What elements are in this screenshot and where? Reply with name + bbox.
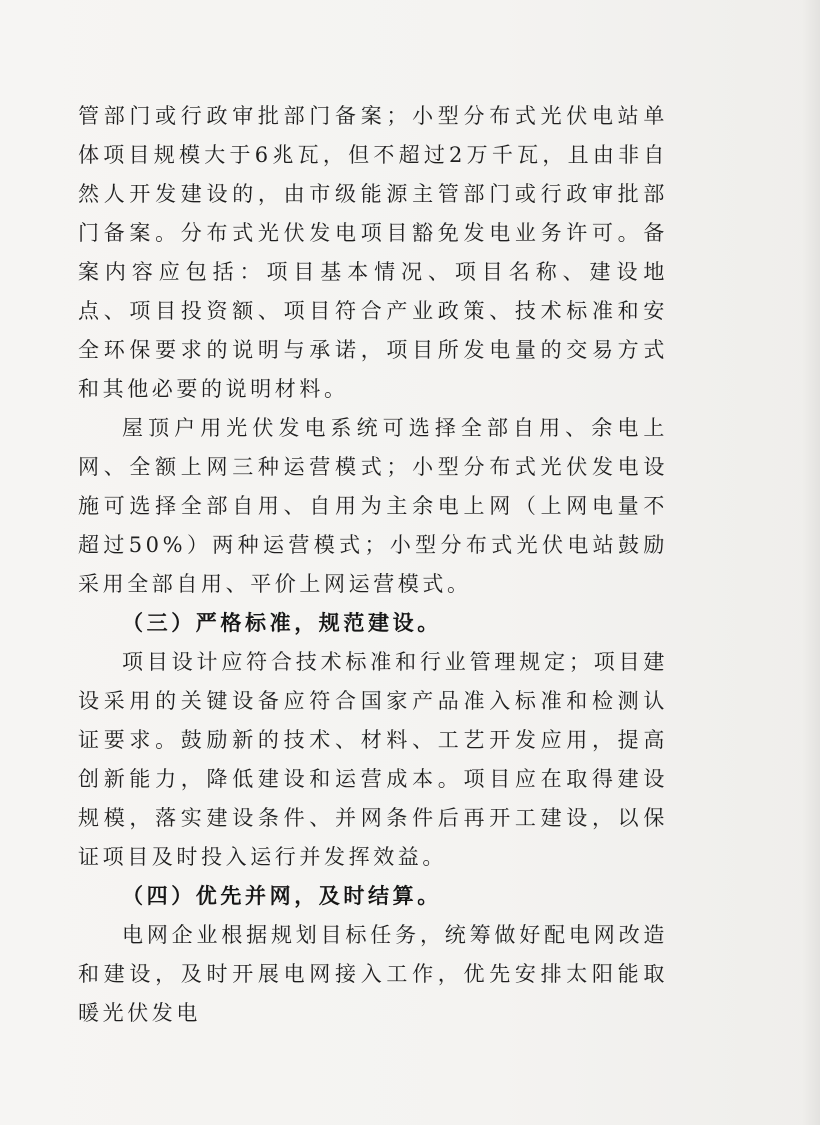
document-body bbox=[78, 97, 668, 1033]
paragraph-filing-requirements: 管部门或行政审批部门备案；小型分布式光伏电站单体项目规模大于6兆瓦，但不超过2万千瓦，且由非自然人开发建设的，由市级能源主管部门或行政审批部门备案。分布式光伏发电项目豁免发电业务许可。备案内容应包括：项目基本情况、项目名称、建设地点、项目投资额、项目符合产业政策、技术标准和安全环保要求的说明与承诺，项目所发电量的交易方式和其他必要的说明材料。 bbox=[78, 104, 668, 401]
section-heading-standards: （三）严格标准，规范建设。 bbox=[122, 611, 442, 635]
section-heading-grid-connection: （四）优先并网，及时结算。 bbox=[122, 884, 442, 908]
paragraph-grid-enterprise: 电网企业根据规划目标任务，统筹做好配电网改造和建设，及时开展电网接入工作，优先安排太阳能取暖光伏发电 bbox=[78, 923, 668, 1025]
paragraph-operating-modes: 屋顶户用光伏发电系统可选择全部自用、余电上网、全额上网三种运营模式；小型分布式光伏发电设施可选择全部自用、自用为主余电上网（上网电量不超过50%）两种运营模式；小型分布式光伏电站鼓励采用全部自用、平价上网运营模式。 bbox=[78, 416, 668, 596]
page-edge-shadow bbox=[802, 0, 820, 1125]
paragraph-design-standards: 项目设计应符合技术标准和行业管理规定；项目建设采用的关键设备应符合国家产品准入标准和检测认证要求。鼓励新的技术、材料、工艺开发应用，提高创新能力，降低建设和运营成本。项目应在取得建设规模，落实建设条件、并网条件后再开工建设，以保证项目及时投入运行并发挥效益。 bbox=[78, 650, 668, 869]
